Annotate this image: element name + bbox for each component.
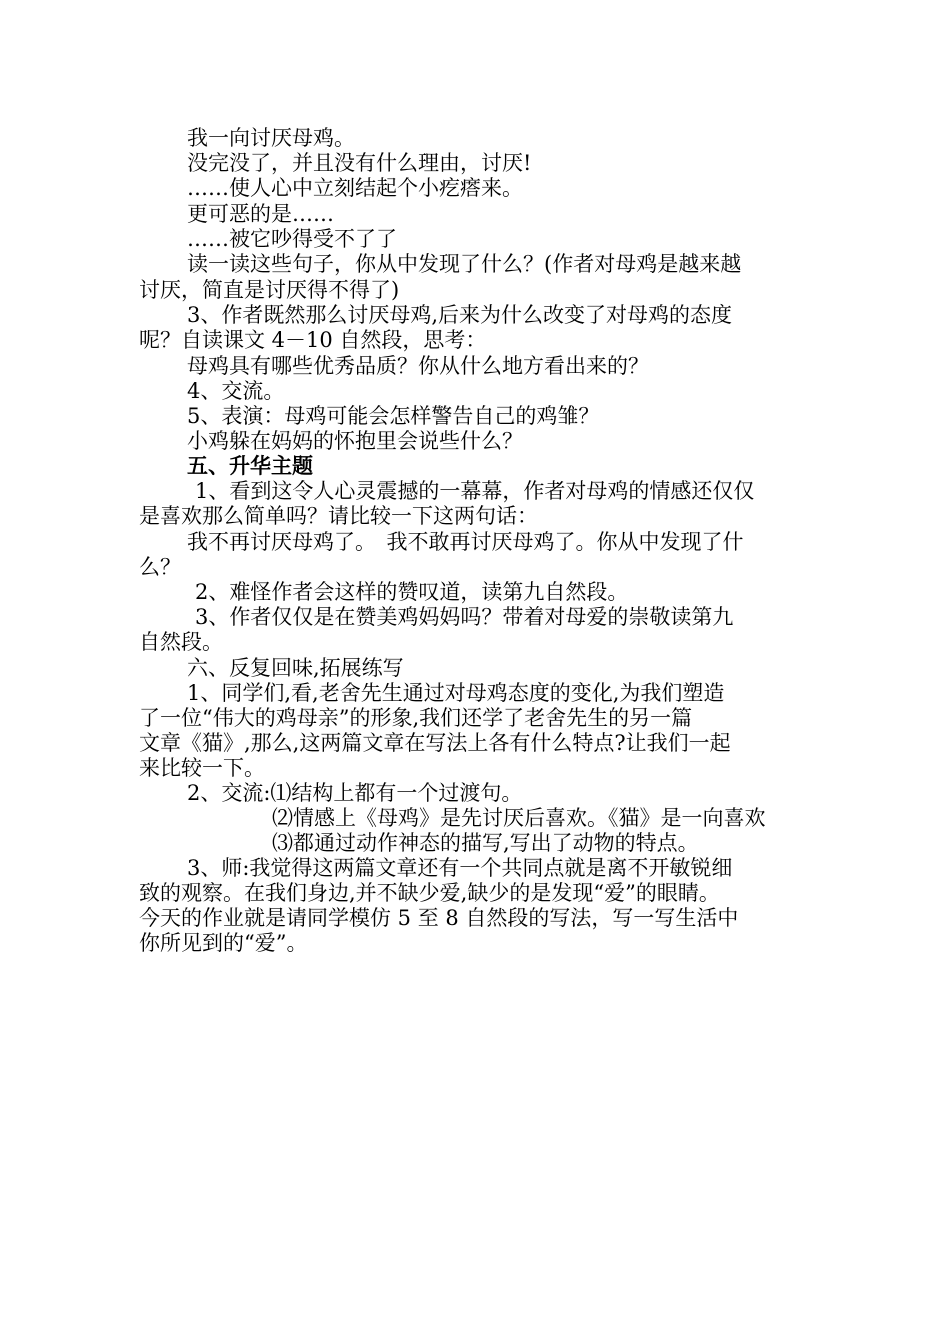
- text-line: 3、作者仅仅是在赞美鸡妈妈吗？带着对母爱的崇敬读第九: [195, 605, 734, 629]
- text-line: 5、表演：母鸡可能会怎样警告自己的鸡雏？: [187, 404, 600, 428]
- section-heading: 五、升华主题: [187, 454, 313, 478]
- text-line: 小鸡躲在妈妈的怀抱里会说些什么？: [187, 429, 523, 453]
- text-line: 2、交流:⑴结构上都有一个过渡句。: [187, 781, 523, 805]
- text-line: 3、作者既然那么讨厌母鸡,后来为什么改变了对母鸡的态度: [187, 303, 733, 327]
- text-line: 1、看到这令人心灵震撼的一幕幕，作者对母鸡的情感还仅仅: [195, 479, 755, 503]
- text-line: 读一读这些句子，你从中发现了什么？(作者对母鸡是越来越: [187, 252, 742, 276]
- text-line: 2、难怪作者会这样的赞叹道，读第九自然段。: [195, 580, 629, 604]
- text-line: ……被它吵得受不了了: [187, 227, 397, 251]
- text-line: 我不再讨厌母鸡了。 我不敢再讨厌母鸡了。你从中发现了什: [187, 530, 744, 554]
- text-line: 我一向讨厌母鸡。: [187, 126, 355, 150]
- text-line: 母鸡具有哪些优秀品质？你从什么地方看出来的？: [187, 354, 649, 378]
- text-line: 4、交流。: [187, 379, 285, 403]
- text-line: 来比较一下。: [139, 756, 265, 780]
- text-line: 了一位“伟大的鸡母亲”的形象,我们还学了老舍先生的另一篇: [139, 706, 693, 730]
- text-line: 呢？自读课文 4－10 自然段，思考：: [139, 328, 487, 352]
- text-line: ⑶都通过动作神态的描写,写出了动物的特点。: [272, 831, 699, 855]
- text-line: 自然段。: [139, 630, 223, 654]
- text-line: ……使人心中立刻结起个小疙瘩来。: [187, 176, 523, 200]
- text-line: 文章《猫》,那么,这两篇文章在写法上各有什么特点?让我们一起: [139, 731, 731, 755]
- text-line: 么？: [139, 555, 181, 579]
- text-line: 你所见到的“爱”。: [139, 931, 308, 955]
- section-heading: 六、反复回味,拓展练写: [187, 656, 404, 680]
- text-line: ⑵情感上《母鸡》是先讨厌后喜欢。《猫》是一向喜欢: [272, 806, 766, 830]
- text-line: 讨厌，简直是讨厌得不得了): [139, 278, 400, 302]
- text-line: 是喜欢那么简单吗？请比较一下这两句话：: [139, 504, 538, 528]
- text-line: 更可恶的是……: [187, 202, 334, 226]
- text-line: 今天的作业就是请同学模仿 5 至 8 自然段的写法，写一写生活中: [139, 906, 739, 930]
- text-line: 1、同学们,看,老舍先生通过对母鸡态度的变化,为我们塑造: [187, 681, 725, 705]
- text-line: 致的观察。在我们身边,并不缺少爱,缺少的是发现“爱”的眼睛。: [139, 881, 720, 905]
- text-line: 3、师:我觉得这两篇文章还有一个共同点就是离不开敏锐细: [187, 856, 733, 880]
- text-line: 没完没了，并且没有什么理由，讨厌!: [187, 151, 532, 175]
